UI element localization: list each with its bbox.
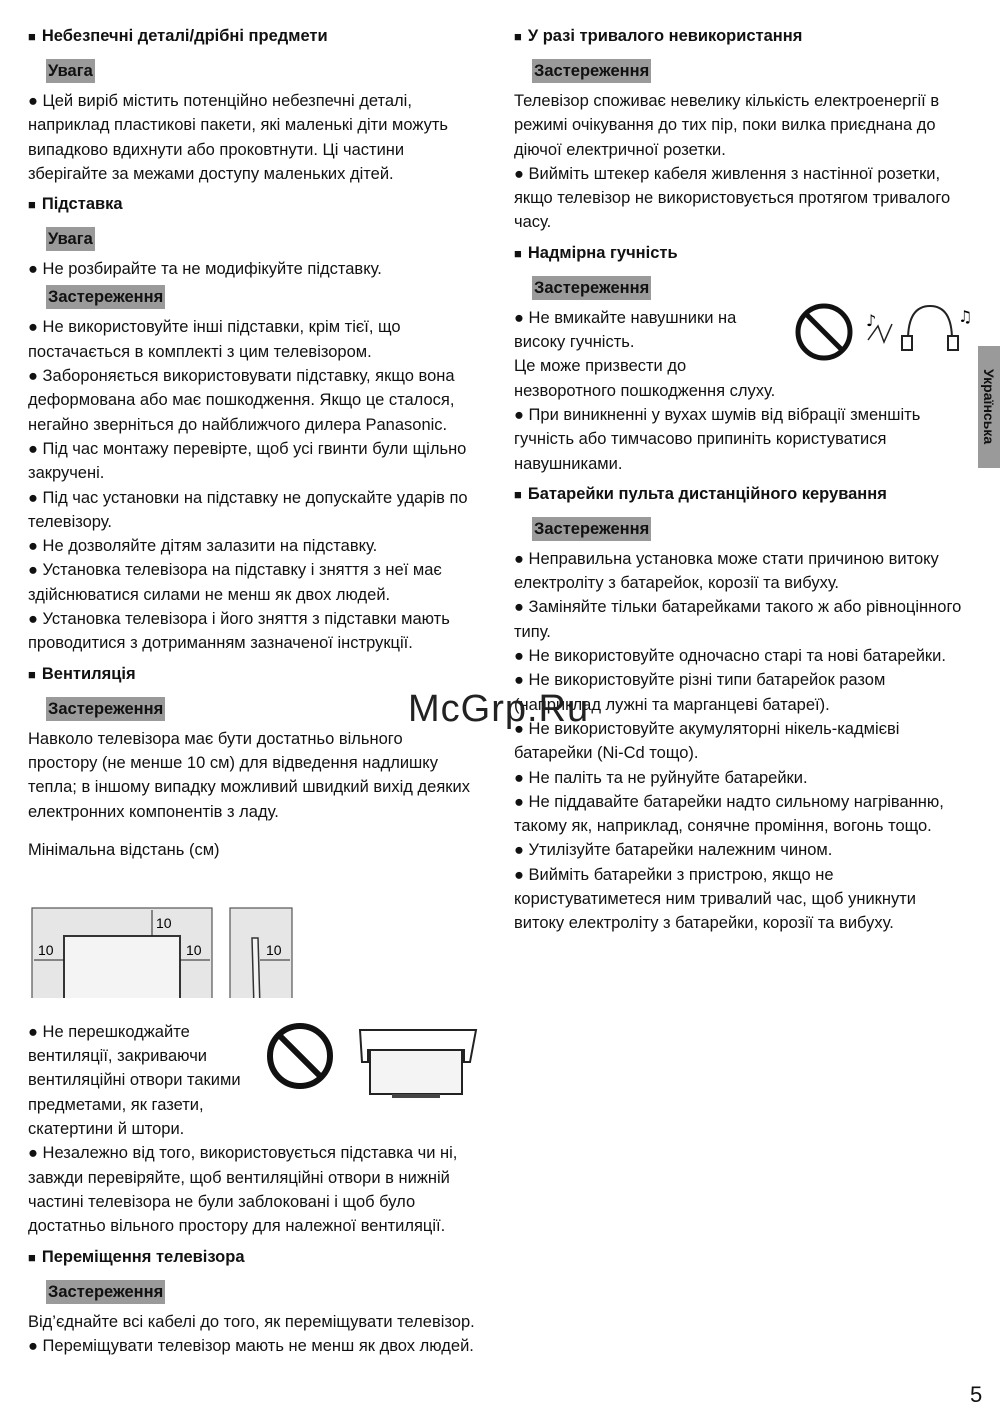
text-line: ● Не використовуйте різні типи батарейок разом [514,671,886,690]
text-line: витоку електроліту з батарейки, корозії та вибуху. [514,914,894,933]
paragraph [514,547,966,936]
text-line: ● Не паліть та не руйнуйте батарейки. [514,768,808,787]
warning-label: Увага [46,227,95,251]
headphone-figures [792,296,972,371]
warning-label: Увага [46,59,95,83]
text-line: зберігайте за межами доступу маленьких дітей. [28,164,394,183]
section-excessive-volume [514,241,972,476]
heading-text: Підставка [41,195,123,214]
caution-label: Застереження [532,276,651,300]
text-line: Навколо телевізора має бути достатньо вільного [28,729,403,748]
text-line: деформована або має пошкодження. Якщо це сталося, [28,391,455,410]
text-line: діючої електричної розетки. [514,140,726,159]
heading-text: Переміщення телевізора [41,1247,245,1266]
caution-label: Застереження [532,517,651,541]
text-line: ● Забороняється використовувати підставку, якщо вона [28,367,455,386]
text-line: постачається в комплекті з цим телевізором. [28,342,372,361]
text-line: ● Неправильна установка може стати причиною витоку [514,549,939,568]
text-line: тепла; в іншому випадку можливий швидкий вихід деяких [28,778,470,797]
text-line: ● Не використовуйте одночасно старі та нові батарейки. [514,647,946,666]
heading-text: У разі тривалого невикористання [527,27,803,45]
text-line: ● Заміняйте тільки батарейками такого ж або рівноцінного [514,598,962,617]
text-line: наприклад пластикові пакети, які маленькі діти можуть [28,116,449,135]
section-heading: ■ Вентиляція [28,664,136,683]
text-line: негайно зверніться до найближчого дилера Panasonic. [28,415,448,434]
section-heading: ■ Надмірна гучність [514,243,678,262]
text-line: ● Не піддавайте батарейки надто сильному нагріванню, [514,792,944,811]
text-line: ● Переміщувати телевізор мають не менш як двох людей. [28,1336,474,1355]
tv-side-clearance-diagram [226,880,298,998]
text-line: ● Під час монтажу перевірте, щоб усі гвинти були щільно [28,439,467,458]
section-moving-tv [28,1245,490,1359]
text-line: випадково вдихнути або проковтнути. Ці частини [28,140,405,159]
ventilation-block [28,1020,490,1141]
tv-icon [370,1046,462,1094]
caution-label: Застереження [532,59,651,83]
text-line: предметами, як газети, [28,1095,204,1114]
paragraph [514,89,966,235]
text-line: незворотного пошкодження слуху. [514,381,776,400]
text-line: ● Не перешкоджайте [28,1022,190,1041]
text-line: ● Не розбирайте та не модифікуйте підставку. [28,260,382,279]
section-heading: ■ Небезпечні деталі/дрібні предмети [28,27,328,45]
text-line: такому як, наприклад, сонячне проміння, вогонь тощо. [514,817,932,836]
text-line: ● Вийміть штекер кабеля живлення з настінної розетки, [514,164,941,183]
section-hazardous-parts [28,24,490,186]
music-note-icon: ♫ [958,306,972,326]
text-line: режимі очікування до тих пір, поки вилка приєднана до [514,116,936,135]
music-note-icon: ♪ [866,310,877,330]
paragraph [28,727,490,824]
page-number: 5 [970,1382,983,1407]
prohibition-slash [806,314,842,350]
dimension-top-label: 10 [156,914,172,931]
text-line: якщо телевізор не використовується протягом тривалого [514,189,951,208]
paragraph [514,403,966,476]
text-line: достатньо вільного простору для належної вентиляції. [28,1217,446,1236]
language-tab-label: Українська [981,369,997,445]
paragraph [514,306,794,403]
text-line: ● Утилізуйте батарейки належним чином. [514,841,833,860]
text-line: гучність або тимчасово припиніть користуватися [514,430,887,449]
section-stand [28,192,490,655]
text-line: часу. [514,213,552,232]
heading-text: Надмірна гучність [527,243,678,262]
text-line: ● Цей виріб містить потенційно небезпечні деталі, [28,92,412,110]
caution-label: Застереження [46,697,165,721]
text-line: ● Не використовуйте акумуляторні нікель-кадмієві [514,719,900,738]
text-line: ● Установка телевізора на підставку і зняття з неї має [28,561,442,580]
text-line: типу. [514,622,551,641]
heading-text: Вентиляція [41,664,136,683]
text-line: (наприклад лужні та марганцеві батареї). [514,695,830,714]
heading-text: Батарейки пульта дистанційного керування [527,484,887,503]
text-line: вентиляційні отвори такими [28,1071,241,1090]
text-line: ● Не дозволяйте дітям залазити на підставку. [28,537,378,556]
language-tab [978,346,1000,468]
tv-stand-icon [392,1094,440,1098]
section-heading: ■ У разі тривалого невикористання [514,27,803,45]
text-line: високу гучність. [514,333,635,352]
dimension-side-label: 10 [266,941,282,958]
text-line: батарейки (Ni-Cd тощо). [514,744,699,763]
paragraph [28,89,490,186]
text-line: Це може призвести до [514,357,687,376]
headphones-icon [908,306,952,340]
text-line: закручені. [28,464,105,483]
text-line: ● Незалежно від того, використовується підставка чи ні, [28,1144,458,1163]
text-line: вентиляції, закриваючи [28,1047,208,1066]
text-line: ● При виникненні у вухах шумів від вібрації зменшіть [514,405,921,424]
no-blocking-vent-illustration [264,1020,484,1100]
ventilation-figures [264,1020,484,1105]
no-loud-headphones-illustration [792,296,972,366]
section-ventilation [28,662,490,1239]
section-heading: ■ Підставка [28,195,123,214]
text-line: ● Установка телевізора і його зняття з підставки мають [28,610,450,629]
paragraph [28,1141,490,1238]
dimension-right-label: 10 [186,941,202,958]
text-line: ● Під час установки на підставку не допускайте ударів по [28,488,468,507]
earcup-left [902,336,912,350]
text-line: проводитися з дотриманням зазначеної інструкції. [28,634,413,653]
prohibition-slash [279,1035,321,1077]
heading-text: Небезпечні деталі/дрібні предмети [41,27,328,45]
text-line: електроліту з батарейок, корозії та вибуху. [514,574,840,593]
section-heading: ■ Переміщення телевізора [28,1247,245,1266]
text-line: Від’єднайте всі кабелі до того, як переміщувати телевізор. [28,1312,475,1331]
text-line: завжди перевіряйте, щоб вентиляційні отвори в нижній [28,1168,450,1187]
text-line: телевізору. [28,512,112,531]
section-heading: ■ Батарейки пульта дистанційного керування [514,484,887,503]
caution-label: Застереження [46,285,165,309]
paragraph [28,1020,258,1141]
text-line: простору (не менше 10 см) для відведення надлишку [28,753,438,772]
clearance-figures [28,872,490,1020]
caution-label: Застереження [46,1280,165,1304]
dimension-left-label: 10 [38,941,54,958]
section-long-disuse [514,24,966,235]
text-line: користуватиметеся ним тривалий час, щоб уникнути [514,890,917,909]
text-line: ● Не використовуйте інші підставки, крім тієї, що [28,318,401,337]
text-line: електронних компонентів з ладу. [28,802,279,821]
paragraph [28,315,490,655]
right-column [514,24,972,942]
text-line: Телевізор споживає невелику кількість електроенергії в [514,92,940,110]
text-line: частині телевізора не були заблоковані і щоб було [28,1192,416,1211]
tv-screen-outline [64,936,180,998]
text-line: ● Вийміть батарейки з пристрою, якщо не [514,865,834,884]
watermark: McGrp.Ru [408,688,590,730]
clearance-zone [230,908,292,998]
text-line: навушниками. [514,454,623,473]
text-line: здійснюватися силами не менш як двох людей. [28,585,391,604]
earcup-right [948,336,958,350]
figure-caption: Мінімальна відстань (см) [28,840,220,859]
text-line: скатертини й штори. [28,1120,185,1139]
text-line: ● Не вмикайте навушники на [514,308,737,327]
headphone-warning [514,306,972,403]
